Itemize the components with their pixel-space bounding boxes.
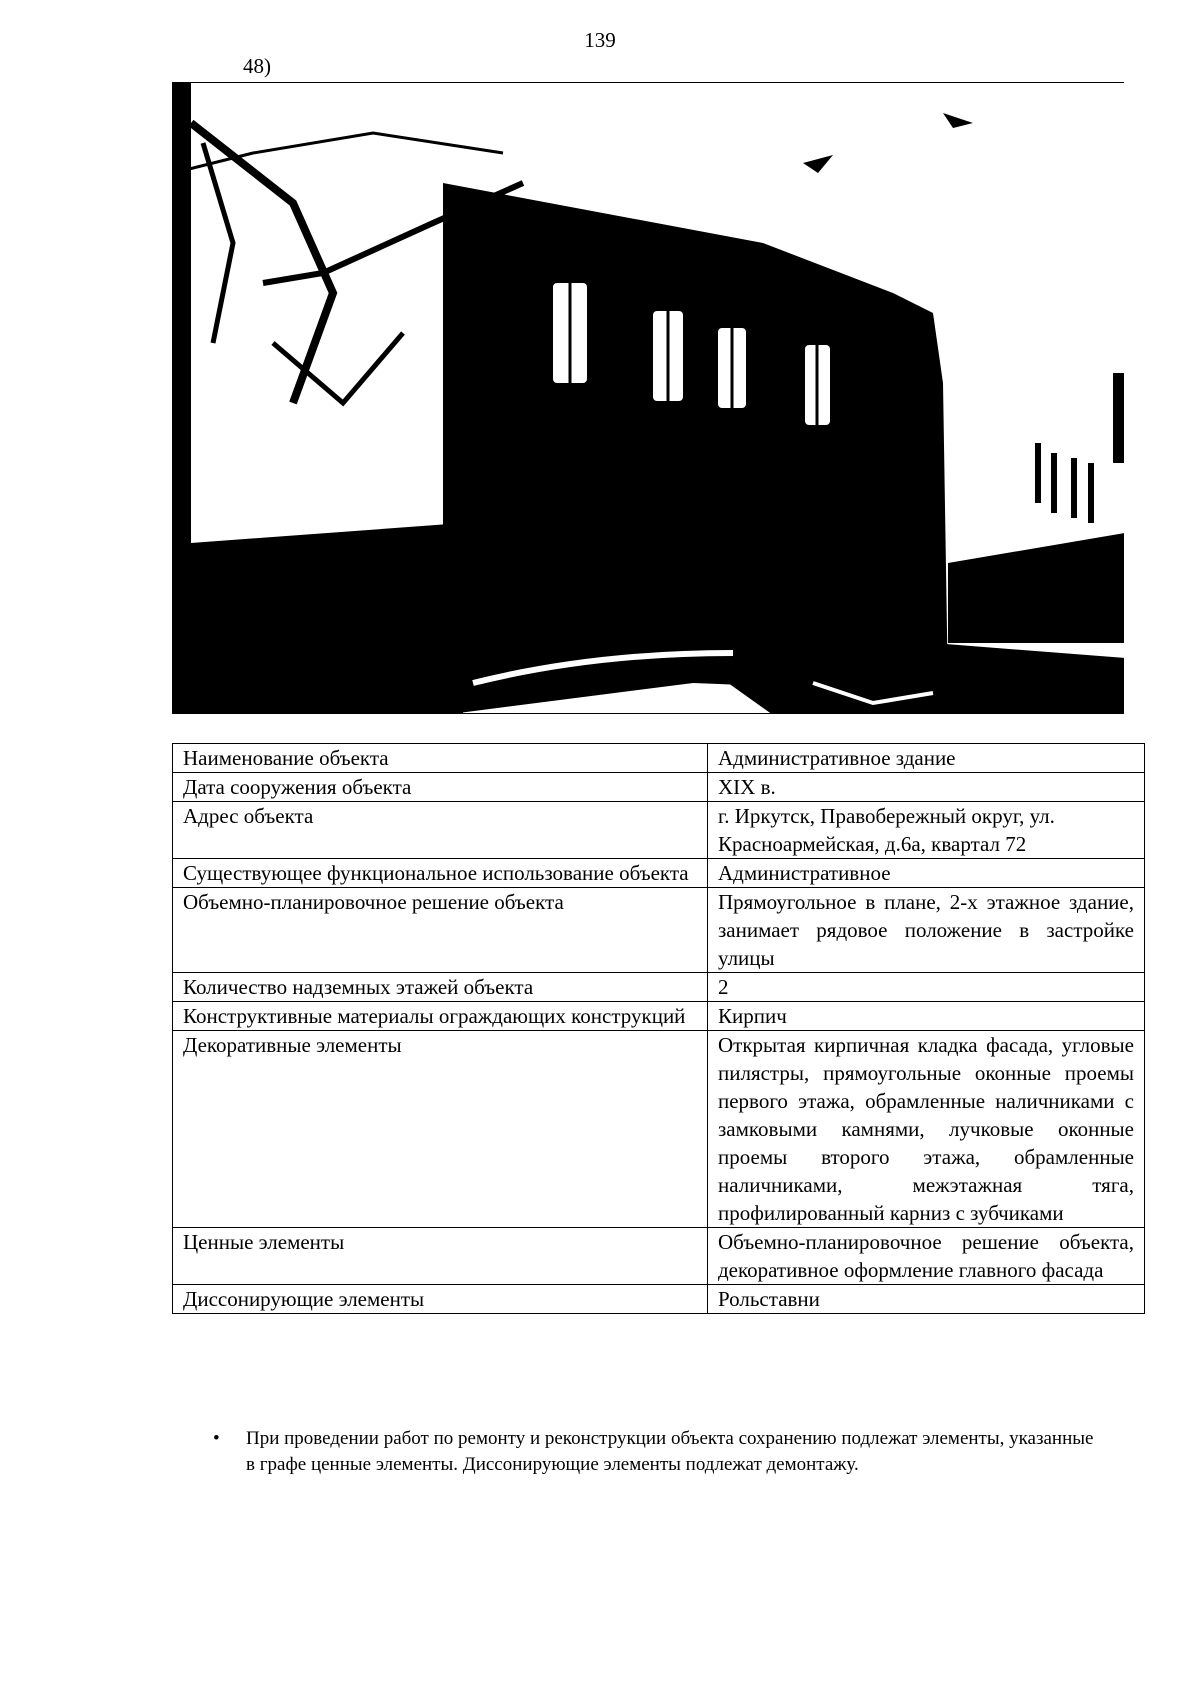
row-value: 2 [708, 973, 1145, 1002]
row-label: Декоративные элементы [173, 1031, 708, 1228]
preservation-note [213, 1426, 1103, 1478]
table-row [173, 1002, 1145, 1031]
row-value: г. Иркутск, Правобережный округ, ул. Красноармейская, д.6а, квартал 72 [708, 802, 1145, 859]
table-row [173, 744, 1145, 773]
row-label: Объемно-планировочное решение объекта [173, 888, 708, 973]
bullet-icon: • [213, 1428, 220, 1449]
page-number: 139 [584, 28, 616, 52]
info-table [172, 743, 1145, 1314]
row-label: Дата сооружения объекта [173, 773, 708, 802]
table-row [173, 1285, 1145, 1314]
table-row [173, 973, 1145, 1002]
row-value: Административное здание [708, 744, 1145, 773]
row-value: Рольставни [708, 1285, 1145, 1314]
row-value: Административное [708, 859, 1145, 888]
row-label: Диссонирующие элементы [173, 1285, 708, 1314]
row-label: Ценные элементы [173, 1228, 708, 1285]
table-row [173, 1031, 1145, 1228]
row-label: Адрес объекта [173, 802, 708, 859]
table-row [173, 773, 1145, 802]
table-row [173, 859, 1145, 888]
table-row [173, 888, 1145, 973]
row-value: Открытая кирпичная кладка фасада, угловые пилястры, прямоугольные оконные проемы первого этажа, обрамленные наличниками с замковыми камнями, лучковые оконные проемы второго этажа, обрамленные наличниками, межэтажная тяга, профилированный карниз с зубчиками [708, 1031, 1145, 1228]
row-value: XIX в. [708, 773, 1145, 802]
table-row [173, 1228, 1145, 1285]
photo-label: 48) [243, 54, 271, 78]
row-label: Конструктивные материалы ограждающих конструкций [173, 1002, 708, 1031]
row-label: Количество надземных этажей объекта [173, 973, 708, 1002]
row-value: Объемно-планировочное решение объекта, декоративное оформление главного фасада [708, 1228, 1145, 1285]
building-photo [172, 82, 1124, 714]
row-value: Кирпич [708, 1002, 1145, 1031]
note-text: При проведении работ по ремонту и реконструкции объекта сохранению подлежат элементы, указанные в графе ценные элементы. Диссонирующие элементы подлежат демонтажу. [246, 1428, 1094, 1475]
row-label: Существующее функциональное использование объекта [173, 859, 708, 888]
row-label: Наименование объекта [173, 744, 708, 773]
table-row [173, 802, 1145, 859]
row-value: Прямоугольное в плане, 2-х этажное здание, занимает рядовое положение в застройке улицы [708, 888, 1145, 973]
